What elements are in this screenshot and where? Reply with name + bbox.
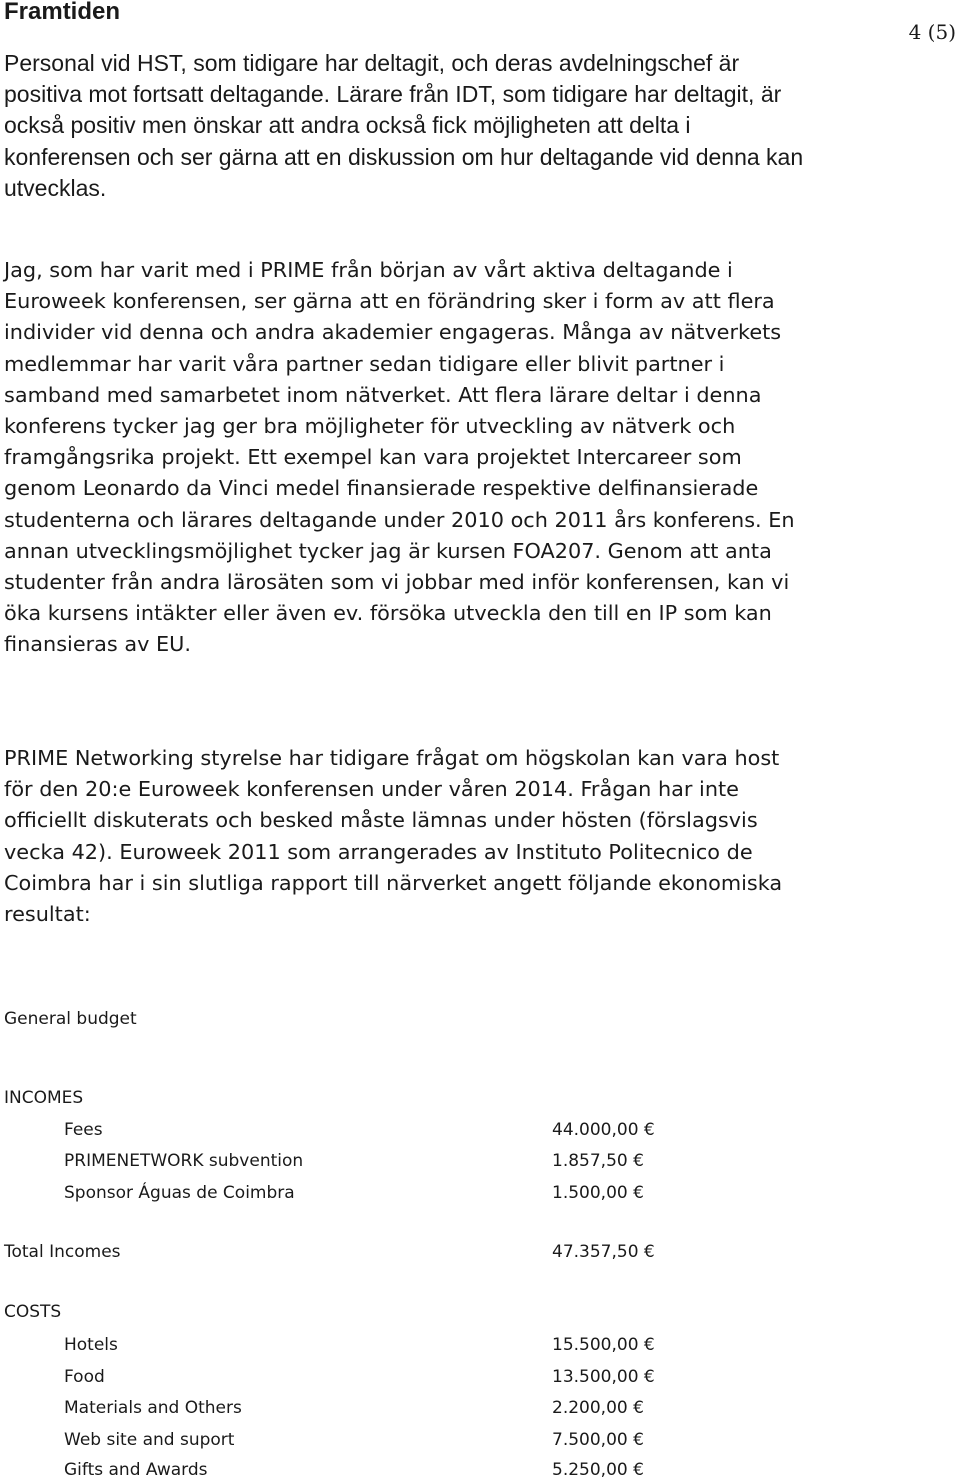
row-amount: 2.200,00 € (552, 1398, 644, 1418)
budget-title: General budget (4, 1009, 137, 1029)
row-label: Fees (64, 1120, 103, 1140)
row-amount: 44.000,00 € (552, 1120, 655, 1140)
row-amount: 7.500,00 € (552, 1430, 644, 1450)
row-amount: 1.857,50 € (552, 1151, 644, 1171)
row-label: Hotels (64, 1335, 118, 1355)
incomes-label: INCOMES (4, 1088, 84, 1108)
paragraph-staff-views: Personal vid HST, som tidigare har deltagit, och deras avdelningschef är positiva mot fortsatt deltagande. Lärare från IDT, som tidigare har deltagit, är också positiv men önskar att andra också fick möjligheten att delta i konferensen och ser gärna att en diskussion om hur deltagande vid denna kan utvecklas. (4, 50, 804, 201)
budget-row (64, 1458, 684, 1482)
row-label: Gifts and Awards (64, 1460, 208, 1480)
section-heading: Framtiden (4, 0, 121, 25)
budget-row (64, 1149, 684, 1173)
paragraph-hosting-question: PRIME Networking styrelse har tidigare frågat om högskolan kan vara host för den 20:e Euroweek konferensen under våren 2014. Frågan har inte officiellt diskuterats och besked måste lämnas under hösten (förslagsvis vecka 42). Euroweek 2011 som arrangerades av Instituto Politecnico de Coimbra har i sin slutliga rapport till närverket angett följande ekonomiska resultat: (4, 746, 783, 927)
row-label: Sponsor Águas de Coimbra (64, 1183, 295, 1203)
row-amount: 1.500,00 € (552, 1183, 644, 1203)
budget-row (64, 1396, 684, 1420)
total-incomes-row (4, 1240, 684, 1264)
costs-label: COSTS (4, 1302, 62, 1322)
row-amount: 5.250,00 € (552, 1460, 644, 1480)
page-number: 4 (5) (908, 20, 956, 44)
paragraph-author-view: Jag, som har varit med i PRIME från början av vårt aktiva deltagande i Euroweek konferensen, ser gärna att en förändring sker i form av att flera individer vid denna och andra akademier engageras. Många av nätverkets medlemmar har varit våra partner sedan tidigare eller blivit partner i samband med samarbetet inom nätverket. Att flera lärare deltar i denna konferens tycker jag ger bra möjligheter för utveckling av nätverk och framgångsrika projekt. Ett exempel kan vara projektet Intercareer som genom Leonardo da Vinci medel finansierade respektive delfinansierade studenterna och lärares deltagande under 2010 och 2011 års konferens. En annan utvecklingsmöjlighet tycker jag är kursen FOA207. Genom att anta studenter från andra lärosäten som vi jobbar med inför konferensen, kan vi öka kursens intäkter eller även ev. försöka utveckla den till en IP som kan finansieras av EU. (4, 258, 795, 657)
budget-row (64, 1333, 684, 1357)
budget-row (64, 1428, 684, 1452)
row-label: Total Incomes (4, 1242, 121, 1262)
row-label: Web site and suport (64, 1430, 235, 1450)
row-label: Materials and Others (64, 1398, 242, 1418)
row-amount: 15.500,00 € (552, 1335, 655, 1355)
row-amount: 13.500,00 € (552, 1367, 655, 1387)
budget-row (64, 1365, 684, 1389)
row-label: Food (64, 1367, 105, 1387)
row-amount: 47.357,50 € (552, 1242, 655, 1262)
budget-row (64, 1118, 684, 1142)
row-label: PRIMENETWORK subvention (64, 1151, 304, 1171)
budget-row (64, 1181, 684, 1205)
